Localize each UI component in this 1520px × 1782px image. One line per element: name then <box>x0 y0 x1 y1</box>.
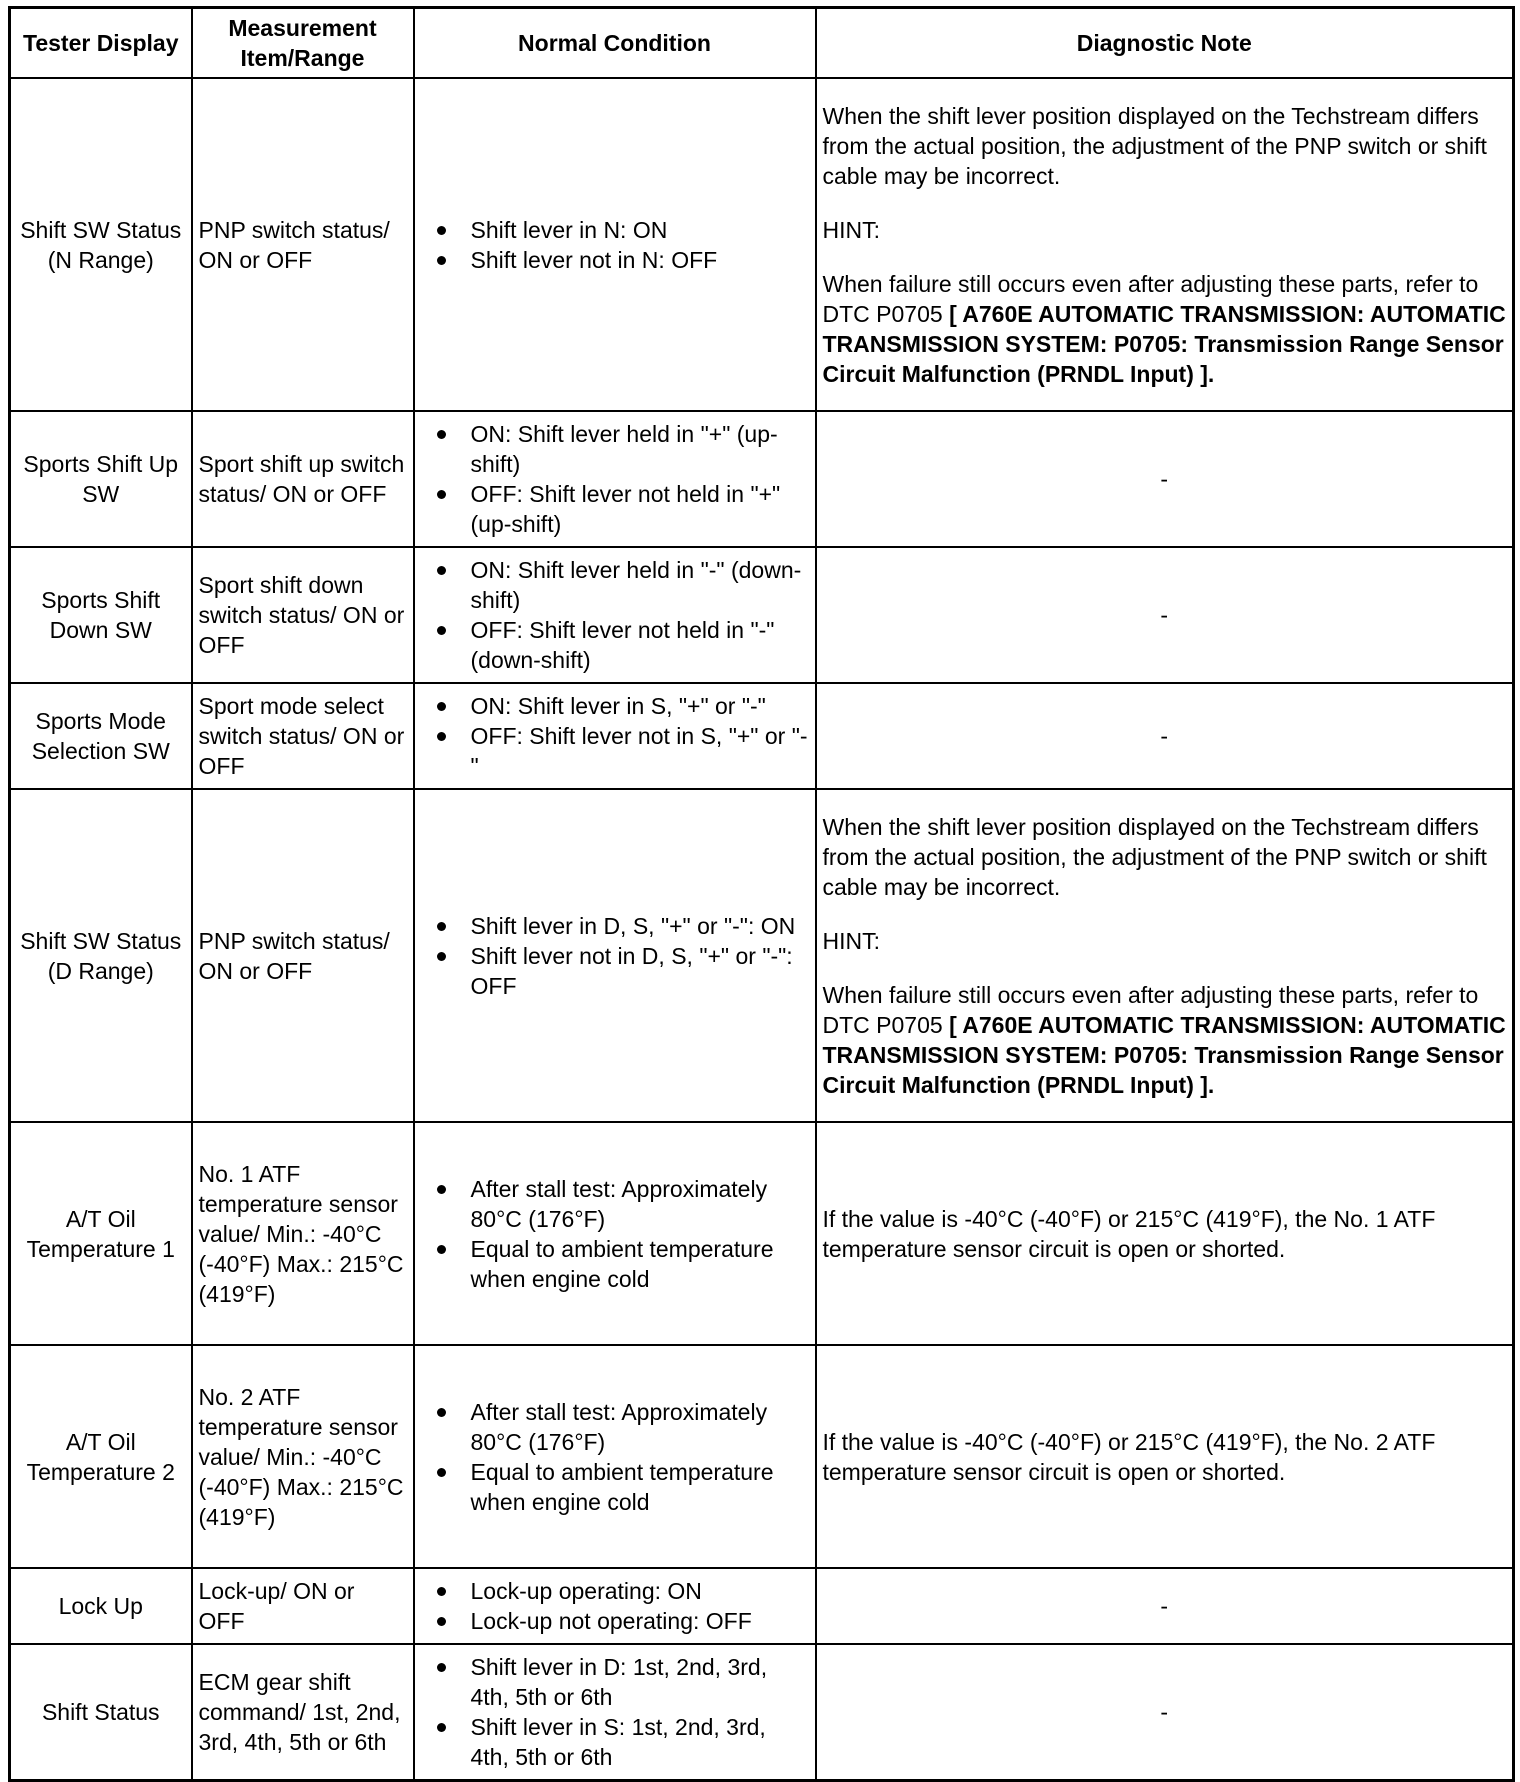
measurement-cell: No. 1 ATF temperature sensor value/ Min.: -40°C (-40°F) Max.: 215°C (419°F) <box>192 1122 414 1345</box>
header-normal-condition: Normal Condition <box>414 8 816 79</box>
condition-list <box>421 691 809 781</box>
measurement-cell: Sport shift down switch status/ ON or OFF <box>192 547 414 683</box>
diagnostic-note-cell: - <box>816 1568 1514 1644</box>
table-row <box>10 78 1514 411</box>
normal-condition-cell <box>414 1568 816 1644</box>
table-row <box>10 1122 1514 1345</box>
measurement-cell: No. 2 ATF temperature sensor value/ Min.: -40°C (-40°F) Max.: 215°C (419°F) <box>192 1345 414 1568</box>
header-tester-display: Tester Display <box>10 8 192 79</box>
table-row <box>10 683 1514 789</box>
measurement-cell: Lock-up/ ON or OFF <box>192 1568 414 1644</box>
normal-condition-cell <box>414 411 816 547</box>
header-diagnostic-note: Diagnostic Note <box>816 8 1514 79</box>
condition-list <box>421 1174 809 1294</box>
header-measurement: Measurement Item/Range <box>192 8 414 79</box>
measurement-cell: PNP switch status/ ON or OFF <box>192 78 414 411</box>
normal-condition-cell <box>414 1644 816 1780</box>
table-row <box>10 547 1514 683</box>
condition-item: ON: Shift lever held in "-" (down-shift) <box>421 555 809 615</box>
measurement-cell: Sport mode select switch status/ ON or OFF <box>192 683 414 789</box>
condition-list <box>421 1652 809 1772</box>
diagnostic-note-cell: - <box>816 411 1514 547</box>
tester-display-cell: Shift Status <box>10 1644 192 1780</box>
tester-display-cell: Shift SW Status (N Range) <box>10 78 192 411</box>
note-reference-text: When failure still occurs even after adjusting these parts, refer to DTC P0705 <box>822 981 1479 1038</box>
note-text: When the shift lever position displayed on the Techstream differs from the actual position, the adjustment of the PNP switch or shift cable may be incorrect. <box>822 102 1487 189</box>
measurement-cell: ECM gear shift command/ 1st, 2nd, 3rd, 4th, 5th or 6th <box>192 1644 414 1780</box>
condition-list <box>421 911 809 1001</box>
note-reference <box>823 269 1507 389</box>
condition-item: OFF: Shift lever not held in "-" (down-shift) <box>421 615 809 675</box>
measurement-cell: Sport shift up switch status/ ON or OFF <box>192 411 414 547</box>
diagnostic-note-cell: - <box>816 1644 1514 1780</box>
condition-list <box>421 555 809 675</box>
condition-item: Equal to ambient temperature when engine cold <box>421 1234 809 1294</box>
diagnostic-note-cell <box>816 789 1514 1122</box>
note-reference-text: When failure still occurs even after adjusting these parts, refer to DTC P0705 <box>822 270 1479 327</box>
condition-list <box>421 1397 809 1517</box>
condition-list <box>421 215 809 275</box>
normal-condition-cell <box>414 789 816 1122</box>
diagnostic-note-cell: - <box>816 547 1514 683</box>
tester-display-cell: Sports Mode Selection SW <box>10 683 192 789</box>
table-row <box>10 1568 1514 1644</box>
note-reference <box>823 980 1507 1100</box>
condition-item: Lock-up not operating: OFF <box>421 1606 809 1636</box>
dtc-reference-link: [ A760E AUTOMATIC TRANSMISSION: AUTOMATIC TRANSMISSION SYSTEM: P0705: Transmission Range Sensor Circuit Malfunction (PRNDL Input) ]. <box>822 1011 1506 1098</box>
condition-item: Shift lever not in N: OFF <box>421 245 809 275</box>
condition-item: Shift lever not in D, S, "+" or "-": OFF <box>421 941 809 1001</box>
condition-item: Equal to ambient temperature when engine cold <box>421 1457 809 1517</box>
normal-condition-cell <box>414 683 816 789</box>
tester-display-cell: Lock Up <box>10 1568 192 1644</box>
condition-item: ON: Shift lever in S, "+" or "-" <box>421 691 809 721</box>
note-hint: HINT: <box>822 216 880 243</box>
measurement-cell: PNP switch status/ ON or OFF <box>192 789 414 1122</box>
condition-item: Shift lever in D, S, "+" or "-": ON <box>421 911 809 941</box>
normal-condition-cell <box>414 1345 816 1568</box>
condition-item: Shift lever in S: 1st, 2nd, 3rd, 4th, 5th or 6th <box>421 1712 809 1772</box>
table-row <box>10 789 1514 1122</box>
condition-item: ON: Shift lever held in "+" (up-shift) <box>421 419 809 479</box>
condition-item: Shift lever in N: ON <box>421 215 809 245</box>
tester-display-cell: Sports Shift Down SW <box>10 547 192 683</box>
condition-item: Lock-up operating: ON <box>421 1576 809 1606</box>
normal-condition-cell <box>414 1122 816 1345</box>
diagnostic-note-cell: If the value is -40°C (-40°F) or 215°C (419°F), the No. 1 ATF temperature sensor circuit is open or shorted. <box>816 1122 1514 1345</box>
normal-condition-cell <box>414 78 816 411</box>
tester-display-cell: A/T Oil Temperature 1 <box>10 1122 192 1345</box>
condition-list <box>421 419 809 539</box>
diagnostic-note-cell: If the value is -40°C (-40°F) or 215°C (419°F), the No. 2 ATF temperature sensor circuit is open or shorted. <box>816 1345 1514 1568</box>
condition-item: OFF: Shift lever not held in "+" (up-shift) <box>421 479 809 539</box>
table-row <box>10 1644 1514 1780</box>
diagnostic-note-cell <box>816 78 1514 411</box>
condition-list <box>421 1576 809 1636</box>
normal-condition-cell <box>414 547 816 683</box>
diagnostic-note-cell: - <box>816 683 1514 789</box>
condition-item: OFF: Shift lever not in S, "+" or "-" <box>421 721 809 781</box>
note-text: When the shift lever position displayed on the Techstream differs from the actual position, the adjustment of the PNP switch or shift cable may be incorrect. <box>822 813 1487 900</box>
note-hint: HINT: <box>822 927 880 954</box>
condition-item: Shift lever in D: 1st, 2nd, 3rd, 4th, 5th or 6th <box>421 1652 809 1712</box>
tester-display-cell: Shift SW Status (D Range) <box>10 789 192 1122</box>
diagnostic-data-table <box>8 6 1515 1782</box>
table-row <box>10 1345 1514 1568</box>
table-row <box>10 411 1514 547</box>
tester-display-cell: A/T Oil Temperature 2 <box>10 1345 192 1568</box>
tester-display-cell: Sports Shift Up SW <box>10 411 192 547</box>
condition-item: After stall test: Approximately 80°C (176°F) <box>421 1174 809 1234</box>
condition-item: After stall test: Approximately 80°C (176°F) <box>421 1397 809 1457</box>
table-header-row <box>10 8 1514 79</box>
dtc-reference-link: [ A760E AUTOMATIC TRANSMISSION: AUTOMATIC TRANSMISSION SYSTEM: P0705: Transmission Range Sensor Circuit Malfunction (PRNDL Input) ]. <box>822 300 1506 387</box>
